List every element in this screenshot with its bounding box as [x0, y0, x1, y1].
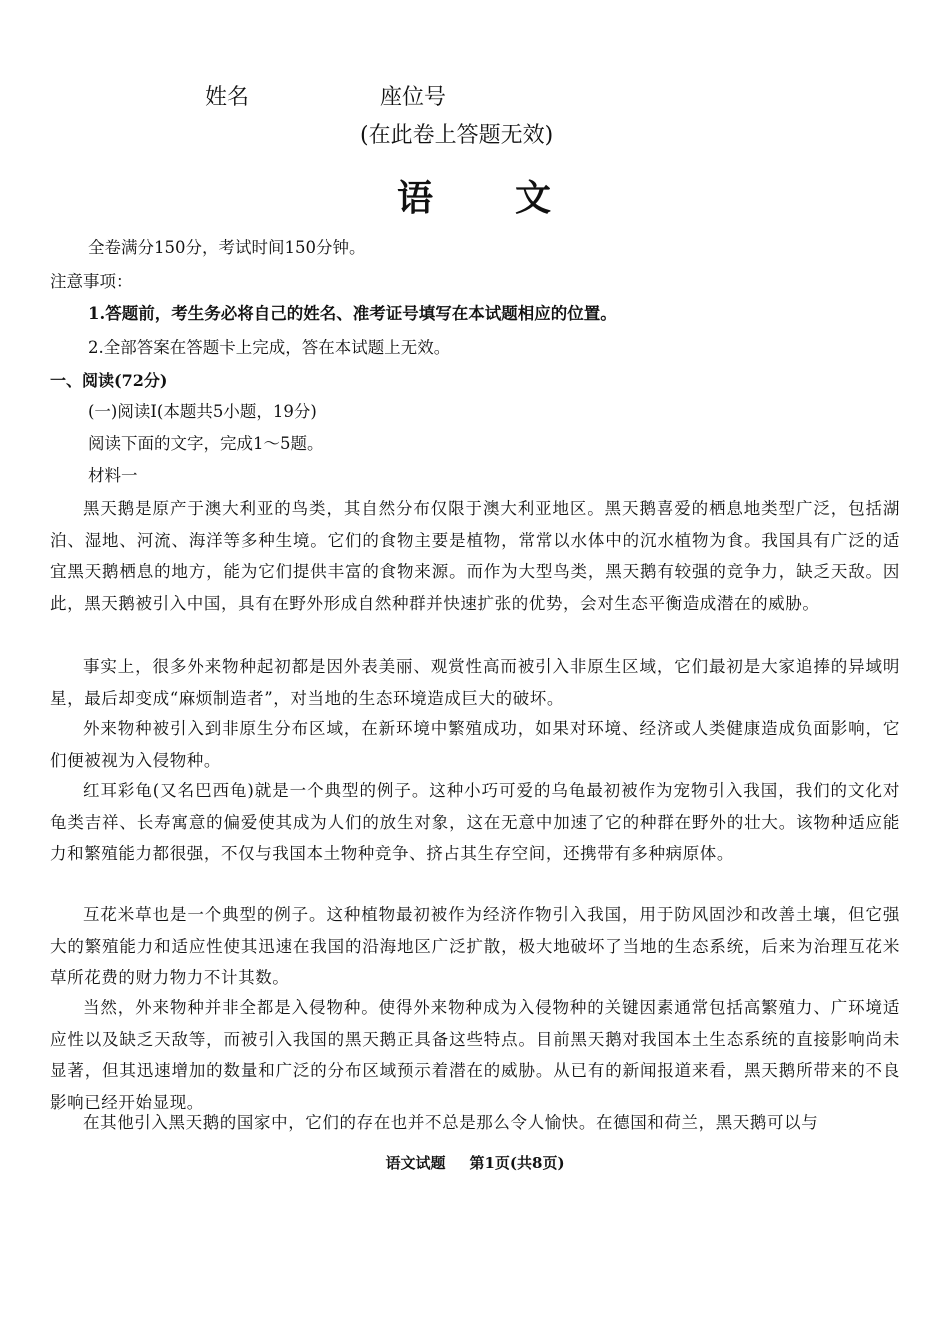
exam-title: [0, 170, 950, 221]
score-time-line: 全卷满分150分，考试时间150分钟。: [88, 238, 366, 257]
note-2: 2.全部答案在答题卡上完成，答在本试题上无效。: [88, 338, 451, 357]
notes-label: 注意事项：: [50, 272, 133, 291]
paragraph-5: 互花米草也是一个典型的例子。这种植物最初被作为经济作物引入我国，用于防风固沙和改善土壤，但它强大的繁殖能力和适应性使其迅速在我国的沿海地区广泛扩散，极大地破坏了当地的生态系统，后来为治理互花米草所花费的财力物力不计其数。: [50, 905, 900, 987]
paragraph-1: 黑天鹅是原产于澳大利亚的鸟类，其自然分布仅限于澳大利亚地区。黑天鹅喜爱的栖息地类型广泛，包括湖泊、湿地、河流、海洋等多种生境。它们的食物主要是植物，常常以水体中的沉水植物为食。我国具有广泛的适宜黑天鹅栖息的地方，能为它们提供丰富的食物来源。而作为大型鸟类，黑天鹅有较强的竞争力，缺乏天敌。因此，黑天鹅被引入中国，具有在野外形成自然种群并快速扩张的优势，会对生态平衡造成潜在的威胁。: [50, 499, 900, 613]
title-char-2: 文: [515, 177, 554, 219]
title-char-1: 语: [396, 177, 435, 219]
sub-heading: (一)阅读Ⅰ(本题共5小题，19分): [88, 402, 317, 421]
invalid-note: (在此卷上答题无效): [360, 123, 554, 148]
paragraph-7: 在其他引入黑天鹅的国家中，它们的存在也并不总是那么令人愉快。在德国和荷兰，黑天鹅可以与: [83, 1113, 819, 1132]
page-footer: [0, 1152, 950, 1173]
section-heading: 一、阅读(72分): [50, 371, 168, 390]
paragraph-6: 当然，外来物种并非全都是入侵物种。使得外来物种成为入侵物种的关键因素通常包括高繁殖力、广环境适应性以及缺乏天敌等，而被引入我国的黑天鹅正具备这些特点。目前黑天鹅对我国本土生态系统的直接影响尚未显著，但其迅速增加的数量和广泛的分布区域预示着潜在的威胁。从已有的新闻报道来看，黑天鹅所带来的不良影响已经开始显现。: [50, 998, 900, 1112]
material-label: 材料一: [88, 466, 138, 485]
name-label: 姓名: [205, 85, 250, 110]
paragraph-3: 外来物种被引入到非原生分布区域，在新环境中繁殖成功，如果对环境、经济或人类健康造成负面影响，它们便被视为入侵物种。: [50, 719, 900, 770]
paragraph-2: 事实上，很多外来物种起初都是因外表美丽、观赏性高而被引入非原生区域，它们最初是大家追捧的异域明星，最后却变成“麻烦制造者”，对当地的生态环境造成巨大的破坏。: [50, 657, 900, 708]
footer-page-number: 第1页(共8页): [469, 1154, 565, 1172]
note-1: 1.答题前，考生务必将自己的姓名、准考证号填写在本试题相应的位置。: [88, 304, 617, 323]
seat-label: 座位号: [380, 85, 447, 110]
instruction-line: 阅读下面的文字，完成1～5题。: [88, 434, 324, 453]
paragraph-4: 红耳彩龟(又名巴西龟)就是一个典型的例子。这种小巧可爱的乌龟最初被作为宠物引入我国，我们的文化对龟类吉祥、长寿寓意的偏爱使其成为人们的放生对象，这在无意中加速了它的种群在野外的壮大。该物种适应能力和繁殖能力都很强，不仅与我国本土物种竞争、挤占其生存空间，还携带有多种病原体。: [50, 781, 900, 863]
footer-subject: 语文试题: [385, 1154, 446, 1172]
